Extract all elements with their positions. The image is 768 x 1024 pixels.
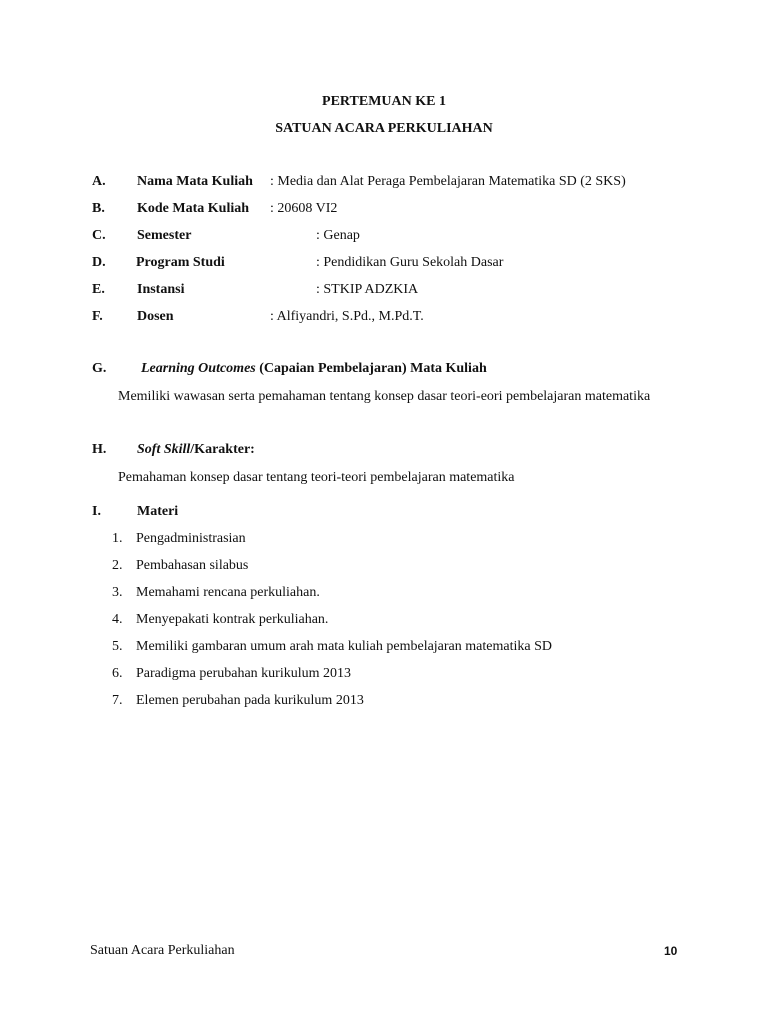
- list-item-number: 7.: [112, 693, 123, 708]
- info-value: : Genap: [316, 228, 360, 243]
- info-value: : 20608 VI2: [270, 201, 338, 216]
- heading-pertemuan: PERTEMUAN KE 1: [322, 94, 446, 109]
- info-label: Dosen: [137, 309, 174, 324]
- list-item: [112, 692, 364, 710]
- info-value: : STKIP ADZKIA: [316, 282, 419, 297]
- section-letter: I.: [92, 504, 101, 519]
- info-letter: B.: [92, 201, 105, 216]
- list-item-text: Memahami rencana perkuliahan.: [136, 585, 320, 600]
- list-item-number: 4.: [112, 612, 123, 627]
- page-number: 10: [664, 944, 678, 958]
- info-label: Nama Mata Kuliah: [137, 174, 253, 189]
- list-item: [112, 584, 320, 602]
- info-value: : Pendidikan Guru Sekolah Dasar: [316, 255, 504, 270]
- list-item: [112, 611, 328, 629]
- section-g-text: Memiliki wawasan serta pemahaman tentang konsep dasar teori-eori pembelajaran matematika: [118, 389, 651, 404]
- info-label: Program Studi: [136, 255, 225, 270]
- list-item: [112, 530, 246, 548]
- list-item-text: Pengadministrasian: [136, 531, 246, 546]
- section-i-heading: [92, 503, 179, 521]
- info-value: : Alfiyandri, S.Pd., M.Pd.T.: [270, 309, 424, 324]
- list-item: [112, 557, 248, 575]
- list-item-number: 2.: [112, 558, 123, 573]
- heading-sap: SATUAN ACARA PERKULIAHAN: [275, 121, 493, 136]
- info-letter: F.: [92, 309, 103, 324]
- section-g-heading: [92, 360, 487, 378]
- list-item-text: Paradigma perubahan kurikulum 2013: [136, 666, 352, 681]
- info-value: : Media dan Alat Peraga Pembelajaran Matematika SD (2 SKS): [270, 174, 626, 189]
- list-item-text: Memiliki gambaran umum arah mata kuliah pembelajaran matematika SD: [136, 639, 552, 654]
- section-h-title-rest: /Karakter:: [190, 442, 255, 457]
- list-item: [112, 638, 552, 656]
- info-letter: D.: [92, 255, 106, 270]
- section-i-title: Materi: [137, 504, 179, 519]
- list-item-text: Elemen perubahan pada kurikulum 2013: [136, 693, 364, 708]
- info-label: Kode Mata Kuliah: [137, 201, 250, 216]
- info-label: Semester: [137, 228, 192, 243]
- info-letter: E.: [92, 282, 105, 297]
- section-h-text: Pemahaman konsep dasar tentang teori-teori pembelajaran matematika: [118, 470, 515, 485]
- list-item-number: 6.: [112, 666, 123, 681]
- list-item: [112, 665, 351, 683]
- list-item-number: 1.: [112, 531, 123, 546]
- section-g-title: [141, 360, 487, 378]
- footer-title: Satuan Acara Perkuliahan: [90, 943, 235, 958]
- list-item-number: 3.: [112, 585, 123, 600]
- section-letter: G.: [92, 361, 107, 376]
- section-h-heading: [92, 441, 255, 459]
- info-label: Instansi: [137, 282, 185, 297]
- list-item-text: Pembahasan silabus: [136, 558, 249, 573]
- section-letter: H.: [92, 442, 107, 457]
- section-g-title-italic: Learning Outcomes: [141, 361, 256, 376]
- section-h-title: [137, 441, 255, 459]
- list-item-text: Menyepakati kontrak perkuliahan.: [136, 612, 329, 627]
- section-h-title-italic: Soft Skill: [137, 442, 191, 457]
- section-g-title-rest: (Capaian Pembelajaran) Mata Kuliah: [255, 361, 487, 376]
- info-letter: A.: [92, 174, 106, 189]
- info-letter: C.: [92, 228, 106, 243]
- list-item-number: 5.: [112, 639, 123, 654]
